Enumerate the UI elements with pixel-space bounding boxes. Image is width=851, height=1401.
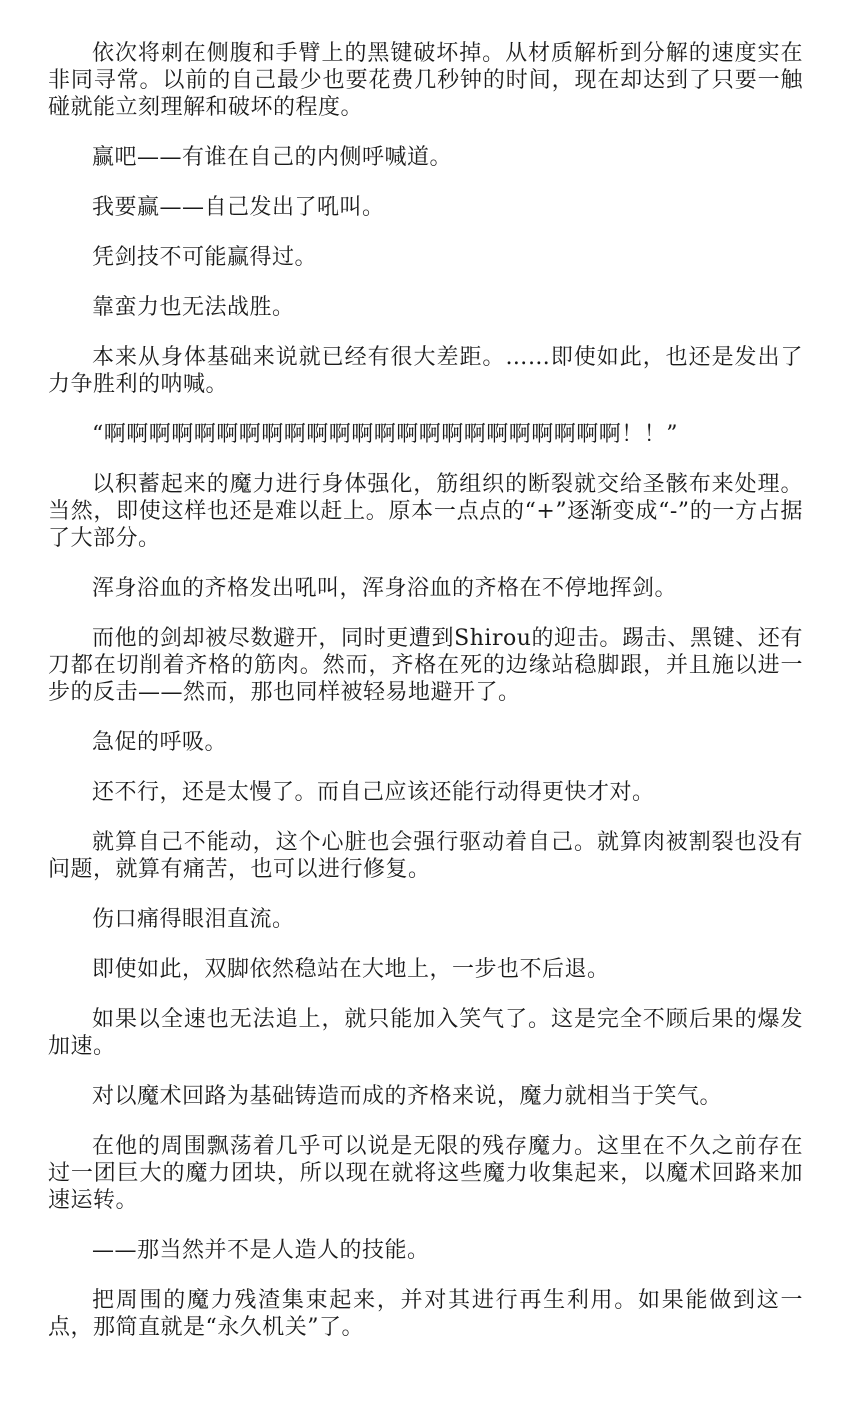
paragraph: 而他的剑却被尽数避开，同时更遭到Shirou的迎击。踢击、黑键、还有刀都在切削着齐格的筋肉。然而，齐格在死的边缘站稳脚跟，并且施以进一步的反击——然而，那也同样被轻易地避开了。: [48, 626, 803, 705]
paragraph: 赢吧——有谁在自己的内侧呼喊道。: [92, 145, 453, 170]
paragraph: 依次将刺在侧腹和手臂上的黑键破坏掉。从材质解析到分解的速度实在非同寻常。以前的自己最少也要花费几秒钟的时间，现在却达到了只要一触碰就能立刻理解和破坏的程度。: [48, 41, 803, 120]
paragraph: 还不行，还是太慢了。而自己应该还能行动得更快才对。: [92, 780, 655, 805]
paragraph: 伤口痛得眼泪直流。: [92, 907, 295, 932]
paragraph: 本来从身体基础来说就已经有很大差距。……即使如此，也还是发出了力争胜利的呐喊。: [48, 345, 803, 397]
paragraph: 在他的周围飘荡着几乎可以说是无限的残存魔力。这里在不久之前存在过一团巨大的魔力团块，所以现在就将这些魔力收集起来，以魔术回路来加速运转。: [48, 1134, 803, 1213]
paragraph: 急促的呼吸。: [92, 730, 228, 755]
document-page: [48, 40, 803, 1341]
dialogue-line: “啊啊啊啊啊啊啊啊啊啊啊啊啊啊啊啊啊啊啊啊啊啊啊！！”: [92, 422, 678, 447]
paragraph: 就算自己不能动，这个心脏也会强行驱动着自己。就算肉被割裂也没有问题，就算有痛苦，也可以进行修复。: [48, 830, 803, 882]
paragraph: 以积蓄起来的魔力进行身体强化，筋组织的断裂就交给圣骸布来处理。当然，即使这样也还是难以赶上。原本一点点的“+”逐渐变成“-”的一方占据了大部分。: [48, 472, 803, 551]
paragraph: 对以魔术回路为基础铸造而成的齐格来说，魔力就相当于笑气。: [92, 1084, 723, 1109]
paragraph: 浑身浴血的齐格发出吼叫，浑身浴血的齐格在不停地挥剑。: [92, 576, 678, 601]
paragraph: 如果以全速也无法追上，就只能加入笑气了。这是完全不顾后果的爆发加速。: [48, 1007, 803, 1059]
paragraph: 凭剑技不可能赢得过。: [92, 245, 318, 270]
paragraph: 靠蛮力也无法战胜。: [92, 295, 295, 320]
paragraph: 我要赢——自己发出了吼叫。: [92, 195, 385, 220]
paragraph: 把周围的魔力残渣集束起来，并对其进行再生利用。如果能做到这一点，那简直就是“永久机关”了。: [48, 1288, 803, 1340]
paragraph: 即使如此，双脚依然稳站在大地上，一步也不后退。: [92, 957, 610, 982]
paragraph: ——那当然并不是人造人的技能。: [92, 1238, 430, 1263]
